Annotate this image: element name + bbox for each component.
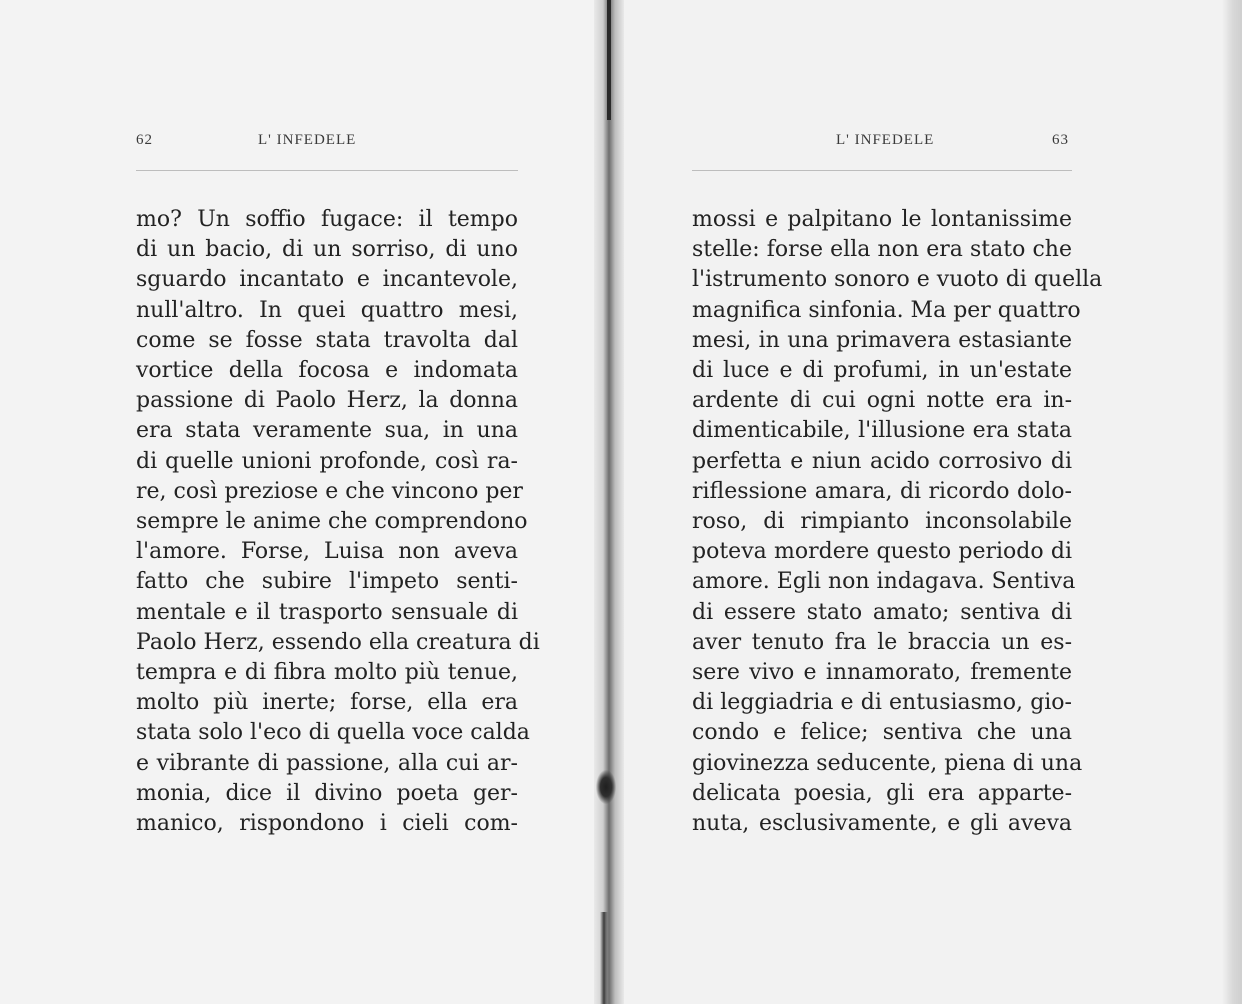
text-line: l'istrumento sonoro e vuoto di quella	[692, 267, 1103, 293]
right-running-head: L' INFEDELE	[836, 132, 935, 148]
text-line: stata solo l'eco di quella voce calda	[136, 720, 530, 746]
text-line: dimenticabile, l'illusione era stata	[692, 418, 1072, 444]
text-line: re, così preziose e che vincono per	[136, 478, 523, 504]
text-line: fatto che subire l'impeto senti-	[136, 569, 518, 595]
left-header-rule	[136, 170, 518, 171]
right-page-edge	[1222, 0, 1242, 1004]
text-line: tempra e di fibra molto più tenue,	[136, 660, 518, 686]
text-line: roso, di rimpianto inconsolabile	[692, 509, 1072, 535]
text-line: monia, dice il divino poeta ger-	[136, 780, 518, 806]
text-line: riflessione amara, di ricordo dolo-	[692, 478, 1072, 504]
text-line: manico, rispondono i cieli com-	[136, 811, 518, 837]
text-line: magnifica sinfonia. Ma per quattro	[692, 297, 1081, 323]
text-line: di un bacio, di un sorriso, di uno	[136, 237, 518, 263]
text-line: di leggiadria e di entusiasmo, gio-	[692, 690, 1072, 716]
gutter-binding-line	[607, 0, 611, 120]
text-line: sguardo incantato e incantevole,	[136, 267, 518, 293]
text-line: molto più inerte; forse, ella era	[136, 690, 518, 716]
text-line: ardente di cui ogni notte era in-	[692, 388, 1072, 414]
gutter-ink-mark	[596, 770, 616, 804]
text-line: come se fosse stata travolta dal	[136, 327, 518, 353]
left-page-number: 62	[136, 132, 153, 148]
text-line: mesi, in una primavera estasiante	[692, 327, 1072, 353]
text-line: sere vivo e innamorato, fremente	[692, 660, 1072, 686]
text-line: Paolo Herz, essendo ella creatura di	[136, 629, 540, 655]
text-line: di essere stato amato; sentiva di	[692, 599, 1072, 625]
text-line: stelle: forse ella non era stato che	[692, 237, 1072, 263]
book-gutter	[594, 0, 624, 1004]
text-line: vortice della focosa e indomata	[136, 358, 518, 384]
text-line: mo? Un soffio fugace: il tempo	[136, 207, 518, 232]
text-line: giovinezza seducente, piena di una	[692, 750, 1083, 776]
gutter-thread-mark	[600, 912, 608, 1004]
text-line: di quelle unioni profonde, così ra-	[136, 448, 518, 474]
right-page-number: 63	[1052, 132, 1069, 148]
text-line: mentale e il trasporto sensuale di	[136, 599, 518, 625]
text-line: e vibrante di passione, alla cui ar-	[136, 750, 518, 776]
text-line: poteva mordere questo periodo di	[692, 539, 1072, 565]
text-line: di luce e di profumi, in un'estate	[692, 358, 1072, 384]
right-header-rule	[692, 170, 1072, 171]
text-line: amore. Egli non indagava. Sentiva	[692, 569, 1076, 595]
text-line: sempre le anime che comprendono	[136, 509, 528, 535]
left-page-body	[136, 205, 540, 839]
text-line: mossi e palpitano le lontanissime	[692, 207, 1072, 232]
text-line: passione di Paolo Herz, la donna	[136, 388, 518, 414]
text-line: perfetta e niun acido corrosivo di	[692, 448, 1072, 474]
right-page-body	[692, 205, 1103, 839]
text-line: nuta, esclusivamente, e gli aveva	[692, 811, 1072, 837]
text-line: delicata poesia, gli era apparte-	[692, 780, 1072, 806]
text-line: era stata veramente sua, in una	[136, 418, 518, 444]
text-line: l'amore. Forse, Luisa non aveva	[136, 539, 518, 565]
text-line: null'altro. In quei quattro mesi,	[136, 297, 518, 323]
text-line: aver tenuto fra le braccia un es-	[692, 629, 1072, 655]
left-running-head: L' INFEDELE	[258, 132, 357, 148]
text-line: condo e felice; sentiva che una	[692, 720, 1072, 746]
